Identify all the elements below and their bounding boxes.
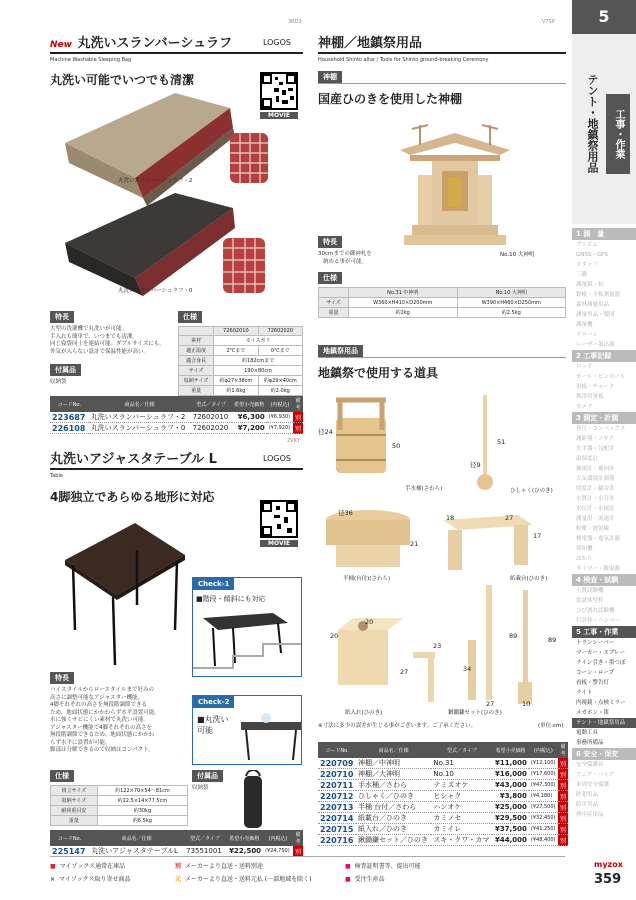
sidebar-item[interactable]: 森林測量用品	[576, 302, 610, 308]
kamiire-image	[338, 618, 403, 685]
sidebar-item[interactable]: 照度計・騒音計	[576, 486, 615, 492]
headline: 国産ひのきを使用した神棚	[318, 92, 463, 106]
section-title: 神棚／地鎮祭用品	[318, 36, 423, 51]
dim-label: 20	[365, 618, 374, 626]
table-row[interactable]: 220711 手水桶／さわら テミズオケ ¥43,000 (¥47,300) 別	[320, 780, 566, 790]
sidebar-item[interactable]: 黒板・チョーク	[576, 384, 615, 390]
dim-label: 27	[486, 700, 495, 708]
table-row[interactable]: 225147 丸洗いアジャスタテーブルL 73551001 ¥22,500 (¥24,750) 別	[52, 846, 301, 856]
unit-label: (単位:cm)	[538, 723, 564, 729]
check-2-text: ■丸洗い可能	[197, 715, 229, 735]
table-row[interactable]: 220713 半桶 台付／さわら ハンオケ ¥25,000 (¥27,500) 別	[320, 802, 566, 812]
sidebar-item[interactable]: はかり	[576, 556, 593, 562]
spec-value: 約2.0kg	[258, 386, 302, 396]
sidebar-item[interactable]: 風速計・風向計	[576, 466, 615, 472]
check-2-label: Check-2	[193, 696, 234, 708]
sidebar-item[interactable]: 温湿度計	[576, 456, 599, 462]
spec-col-header: 72602010	[214, 327, 258, 336]
sidebar-item[interactable]: タイマー・数取器	[576, 566, 620, 572]
section-subtitle-en: Table	[50, 473, 63, 479]
ceremony-sub-label: 地鎮祭用品	[318, 345, 363, 357]
legend-mark-icon: ■	[345, 876, 351, 883]
sidebar-section-head[interactable]: 6 安全・保安	[572, 748, 636, 760]
sidebar-nav	[572, 228, 636, 820]
sidebar-section-head[interactable]: 4 検査・試験	[572, 574, 636, 586]
table-spec: 仕様 組立サイズ 約122×70×54〜81cm 収納サイズ 約22.5×14×77.5cm 耐荷重目安 約30kg 重量 約6.5kg	[50, 770, 188, 826]
features-label: 特長	[50, 311, 74, 323]
feature-item: 大型の洗濯機で丸洗いが可能。	[50, 326, 128, 332]
table-row[interactable]: 220712 ひしゃく／ひのき ヒシャク ¥3,800 (¥4,180) 別	[320, 791, 566, 801]
feature-item: アジャスター機能で4脚それぞれの高さを	[50, 724, 153, 731]
sidebar	[572, 0, 636, 900]
sidebar-item[interactable]: 巻尺・コンベックス	[576, 426, 626, 432]
sidebar-item[interactable]: メガホン・笛	[576, 710, 610, 716]
sidebar-item[interactable]: マーカー・スプレー	[576, 650, 626, 656]
feature-item: 水に強くサビにくい素材で丸洗い可能。	[50, 717, 150, 723]
sidebar-item[interactable]: 携帯用黒板	[576, 394, 604, 400]
qr-code-icon[interactable]	[260, 500, 298, 538]
table-row[interactable]: 223687 丸洗いスランバーシュラフ・2 72602010 ¥6,300 (¥6,930) 別	[52, 412, 301, 422]
shrine-caption: No.10 大神明	[500, 252, 535, 258]
sleeping-bag-product-table	[50, 396, 303, 434]
feature-item: 手入れも簡単で、いつまでも清潔。	[50, 333, 138, 340]
movie-label: MOVIE	[260, 112, 298, 119]
temizu-oke-image	[336, 400, 386, 473]
legend-item	[50, 874, 175, 883]
dim-label: 27	[400, 668, 409, 676]
ceremony-tools-image	[318, 390, 568, 710]
spec-value: モイスポリ	[214, 336, 303, 346]
page-code-left: 3RD3	[288, 19, 302, 25]
legend-text: 検査証明書等、提出可能	[354, 863, 421, 870]
sidebar-item[interactable]: 大気環境計測器	[576, 476, 615, 482]
page-code-right: V75P	[542, 19, 555, 25]
legend-mark-icon: ■	[345, 863, 351, 870]
hishaku-image	[477, 395, 493, 490]
sidebar-item[interactable]: 水質計・水分計	[576, 496, 615, 502]
sidebar-item[interactable]: ロッド	[576, 364, 593, 370]
movie-label: MOVIE	[260, 540, 298, 547]
ceremony-product-table: コードNo. 商品名／仕様 型式／タイプ 希望小売価格 (内税込) 備考 220709 神棚／中神明 No.31 ¥11,000 (¥12,100) 別 220710 神棚／大神明 No.10 ¥16,000 (¥17,600) 別 220711 手水桶／さわら テミズオケ ¥43,000 (¥47,300) 別 220712 ひしゃく／ひのき ヒシャク ¥3,800 (¥4,180) 別 220713 半桶 台付／さわら ハンオケ ¥25,000 (¥27,500) 別 220714 紙載台／ひのき カミノセ ¥29,500 (¥32,450) 別 220715 紙入れ／ひのき カミイレ ¥37,500 (¥41,250) 別 220716 鍬鋤鎌セット／ひのき スキ・クワ・カマ ¥44,000 (¥48,400) 別	[320, 744, 566, 845]
table-row[interactable]: 220714 紙載台／ひのき カミノセ ¥29,500 (¥32,450) 別	[320, 813, 566, 823]
sidebar-item[interactable]: 安全保護具	[576, 762, 604, 768]
sleeping-bag-features	[50, 311, 175, 387]
sidebar-item[interactable]: 打診棒・ハンマー	[576, 618, 621, 624]
feature-item: 無段階調節できるため、地面状態にかかわ	[50, 732, 155, 738]
spec-key: サイズ	[179, 366, 214, 376]
sidebar-item[interactable]: カメラ	[576, 404, 593, 410]
dim-label: 23	[433, 642, 442, 650]
feature-item: らず水平に設置が可能。	[50, 739, 111, 746]
table-code: 2VKY	[287, 438, 300, 444]
sidebar-item[interactable]: 三脚	[576, 272, 588, 278]
sidebar-item[interactable]: 看板・警告灯	[576, 680, 610, 686]
table-row[interactable]: 220716 鍬鋤鎌セット／ひのき スキ・クワ・カマ ¥44,000 (¥48,400) 別	[320, 835, 566, 845]
legend-text: メーカーより直送・送料別途	[185, 863, 263, 870]
dim-label: 51	[497, 438, 506, 446]
dim-label: 89	[548, 636, 557, 644]
stuff-sack-0-image	[223, 238, 265, 293]
sidebar-item[interactable]: ひび割れ試験機	[576, 608, 615, 614]
sleeping-bag-spec	[178, 311, 303, 396]
chapter-number: 5	[572, 0, 636, 34]
accessory-item: 収納袋	[50, 379, 67, 385]
legend-mark-icon: ■	[50, 863, 56, 870]
feature-item: ハイスタイルからロースタイルまで好みの	[50, 687, 154, 693]
accessories-label: 付属品	[192, 770, 223, 782]
sidebar-item[interactable]: 測量機	[576, 322, 593, 328]
spec-value: 約182cmまで	[214, 356, 303, 366]
hanoke-image	[326, 510, 410, 567]
sidebar-item[interactable]: 内視鏡・点検ミラー	[576, 700, 626, 706]
sidebar-section-head[interactable]: 5 工事・作業	[572, 626, 636, 638]
legend-item	[50, 861, 175, 870]
check-2-box	[192, 695, 302, 765]
sidebar-item[interactable]: 供試体型枠	[576, 598, 604, 604]
headline: 4脚独立であらゆる地形に対応	[50, 490, 215, 504]
legend-mark-icon: ×	[50, 876, 56, 883]
caption-temizu: 手水桶(さわら)	[405, 486, 443, 492]
sidebar-item[interactable]: ポール・ピンポール	[576, 374, 626, 380]
dim-label: 10	[522, 700, 531, 708]
sidebar-item[interactable]: 野帳・平板測量器	[576, 292, 621, 298]
feature-item: ため、地面状態にかかわらず水平設置可能。	[50, 709, 160, 716]
sidebar-item[interactable]: 粉塵・放射線	[576, 526, 610, 532]
feature-item: 外気が入らない設計で保温性能が高い。	[50, 348, 150, 355]
dim-label: 27	[505, 514, 514, 522]
sidebar-section-head[interactable]: 2 工事記録	[572, 350, 636, 362]
stuff-sack-2-image	[230, 133, 268, 183]
table-section	[50, 448, 303, 505]
sidebar-item[interactable]: レーザー墨出器	[576, 342, 615, 348]
table-row[interactable]: 226108 丸洗いスランバーシュラフ・0 72602020 ¥7,200 (¥7,920) 別	[52, 423, 301, 433]
table-row[interactable]: 220709 神棚／中神明 No.31 ¥11,000 (¥12,100) 別	[320, 758, 566, 768]
stairs-image	[193, 608, 301, 674]
check-1-label: Check-1	[193, 578, 234, 590]
sleeping-bag-images	[55, 88, 280, 298]
dim-label: 21	[410, 540, 419, 548]
shrine-section	[318, 32, 566, 107]
table-row[interactable]: 220710 神棚／大神明 No.10 ¥16,000 (¥17,600) 別	[320, 769, 566, 779]
footer-legend	[50, 856, 565, 883]
caption-hanoke: 半桶(台付)(さわら)	[343, 576, 391, 582]
legend-item	[175, 861, 345, 870]
sleeping-bag-0-image	[65, 193, 235, 296]
table-features	[50, 672, 190, 755]
sidebar-item[interactable]: 探知機	[576, 546, 593, 552]
legend-mark-icon: 別	[175, 863, 182, 870]
dim-label: 20	[330, 632, 339, 640]
sidebar-item[interactable]: 電動工具	[576, 730, 599, 736]
spec-value: 約φ27×38cm	[214, 376, 258, 386]
dim-label: 89	[509, 632, 518, 640]
legend-text: 受注生産品	[354, 876, 385, 883]
legend-item	[345, 861, 525, 870]
headline: 丸洗い可能でいつでも清潔	[50, 73, 195, 87]
spec-key: 重量	[179, 386, 214, 396]
shrine-sub-label: 神棚	[318, 71, 342, 83]
sidebar-item[interactable]: トランシーバー	[576, 640, 615, 646]
section-subtitle-en: Household Shinto altar / Tools for Shinto ground-breaking Ceremony	[318, 57, 489, 63]
spec-key: 素材	[179, 336, 214, 346]
table-product-image	[55, 515, 190, 675]
spec-label: 仕様	[178, 311, 202, 323]
feature-item: 30cmまでの御神札を	[318, 251, 372, 257]
new-badge: New	[50, 40, 72, 50]
dim-label: 径24	[318, 428, 333, 436]
dim-label: 径36	[338, 509, 353, 517]
sidebar-item[interactable]: 測量用・流速計	[576, 516, 615, 522]
sidebar-item[interactable]: 水平器・勾配計	[576, 446, 615, 452]
shrine-spec: 仕様 No.31 中神明 No.10 大神明 サイズ W360×H410×D200mm W390×H460×D250mm 重量 約2kg 約2.5kg	[318, 272, 566, 318]
section-subtitle-en: Machine Washable Sleeping Bag	[50, 57, 132, 63]
feature-item: 脚部は分解できるので収納はコンパクト。	[50, 747, 154, 753]
sidebar-item[interactable]: 事務所備品	[576, 740, 604, 746]
suki-kuwa-kama-image	[413, 585, 532, 704]
table-accessories	[192, 770, 223, 793]
sidebar-item[interactable]: コーン・ロープ	[576, 670, 615, 676]
feature-item: 納める事が可能。	[323, 258, 368, 265]
dim-label: 50	[392, 442, 401, 450]
spec-key: 適合身長	[179, 356, 214, 366]
spec-value: 2℃まで	[214, 346, 258, 356]
table-row[interactable]: 220715 紙入れ／ひのき カミイレ ¥37,500 (¥41,250) 別	[320, 824, 566, 834]
legend-text: メーカーより直送・送料元払 (一部地域を除く)	[185, 876, 312, 883]
feature-item: 高さに調整可能なアジャスター機能。	[50, 694, 144, 701]
spec-col-header: 72602020	[258, 327, 302, 336]
brand-label: LOGOS	[262, 454, 291, 463]
features-label: 特長	[50, 672, 74, 684]
table-header-row: コードNo. 商品名／仕様 型式／タイプ 希望小売価格 (内税込) 備考	[50, 396, 303, 412]
accessory-item: 収納袋	[192, 785, 209, 791]
spec-value: 約φ29×40cm	[258, 376, 302, 386]
sidebar-item[interactable]: ドローン	[576, 332, 598, 338]
spec-value: 190×80cm	[214, 366, 303, 376]
caption-tools-set: 鍬鋤鎌セット(ひのき)	[448, 710, 502, 716]
caption-kamiire: 紙入れ(ひのき)	[345, 710, 383, 716]
ceremony-note: ※寸法に多少の誤差が生じる事がございます。ご了承ください。	[318, 723, 477, 729]
legend-text: マイゾックス通常在庫品	[59, 863, 126, 870]
vertical-title: テント・地鎮祭用品	[586, 74, 599, 173]
headline: 地鎮祭で使用する道具	[318, 366, 439, 380]
sidebar-item[interactable]: 車両安全保護	[576, 782, 610, 788]
sidebar-item[interactable]: ライト	[576, 690, 593, 696]
sidebar-item[interactable]: 水位計・水深計	[576, 506, 615, 512]
sidebar-section-head[interactable]: 3 測定・計測	[572, 412, 636, 424]
page-number: 359	[594, 872, 622, 887]
accessories-label: 付属品	[50, 364, 81, 376]
spec-value: 0℃まで	[258, 346, 302, 356]
section-title: 丸洗いスランバーシュラフ	[77, 36, 233, 51]
spec-label: 仕様	[318, 272, 342, 284]
caption-kaminose: 紙載台(ひのき)	[510, 576, 548, 582]
brand-label: LOGOS	[262, 38, 291, 47]
sidebar-item[interactable]: テント・地鎮祭用品	[572, 718, 636, 728]
sidebar-item[interactable]: 検電器・電気計器	[576, 536, 621, 542]
spec-label: 仕様	[50, 770, 74, 782]
sidebar-item[interactable]: 土質試験機	[576, 588, 604, 594]
washing-image	[241, 712, 301, 764]
legend-mark-icon: 元	[175, 876, 182, 883]
kaminose-image	[443, 515, 533, 570]
section-title: 丸洗いアジャスタテーブル L	[50, 452, 217, 467]
sidebar-item[interactable]: 防災用品	[576, 802, 599, 808]
feature-item: 4脚それぞれの高さを無段階調節できる	[50, 702, 148, 708]
sidebar-item[interactable]: ウェア・バッグ	[576, 772, 615, 778]
sidebar-item[interactable]: 測量鋲・杭	[576, 282, 604, 288]
spec-table	[178, 326, 303, 396]
ceremony-section	[318, 345, 566, 381]
shrine-features	[318, 236, 428, 266]
sidebar-item[interactable]: 熱中症用品	[576, 812, 604, 818]
feature-item: 同じ寝袋同士を連結可能。ダブルサイズにも。	[50, 341, 165, 347]
caption-bag-2: 丸洗いスランバーシュラフ・2	[118, 178, 193, 184]
table-product-table: コードNo. 商品名／仕様 型式／タイプ 希望小売価格 (内税込) 備考 225147 丸洗いアジャスタテーブルL 73551001 ¥22,500 (¥24,750) 別	[52, 832, 301, 856]
vertical-tab[interactable]: 工事・作業	[606, 94, 630, 174]
sidebar-section-head[interactable]: 1 測 量	[572, 228, 636, 240]
sidebar-item[interactable]: 防犯用品	[576, 792, 599, 798]
sidebar-item[interactable]: 測距器・ノギス	[576, 436, 615, 442]
sidebar-item[interactable]: プリズム	[576, 242, 598, 248]
brand-logo: myzox	[594, 860, 623, 869]
spec-key: 収納サイズ	[179, 376, 214, 386]
dim-label: 34	[463, 665, 472, 673]
dim-label: 18	[446, 514, 455, 522]
spec-value: 約1.6kg	[214, 386, 258, 396]
sidebar-item[interactable]: GNSS・GPS	[576, 252, 608, 258]
dim-label: 17	[533, 532, 542, 540]
check-1-text: ■階段・傾斜にも対応	[196, 595, 266, 603]
legend-item	[345, 874, 525, 883]
sidebar-item[interactable]: スタッフ	[576, 262, 599, 268]
features-label: 特長	[318, 236, 342, 248]
dim-label: 径9	[470, 461, 481, 469]
spec-key: 適正温度	[179, 346, 214, 356]
sidebar-item[interactable]: 測量用品・製図	[576, 312, 615, 318]
legend-item	[175, 874, 345, 883]
caption-hishaku: ひしゃく(ひのき)	[510, 488, 553, 494]
shrine-image	[390, 115, 520, 255]
carry-bag-image	[238, 770, 268, 830]
sleeping-bag-2-image	[65, 93, 235, 206]
legend-text: マイゾックス取り寄せ商品	[59, 876, 131, 883]
sidebar-item[interactable]: ライン引き・墨つぼ	[576, 660, 626, 666]
check-1-box	[192, 577, 302, 677]
caption-bag-0: 丸洗いスランバーシュラフ・0	[118, 288, 193, 294]
